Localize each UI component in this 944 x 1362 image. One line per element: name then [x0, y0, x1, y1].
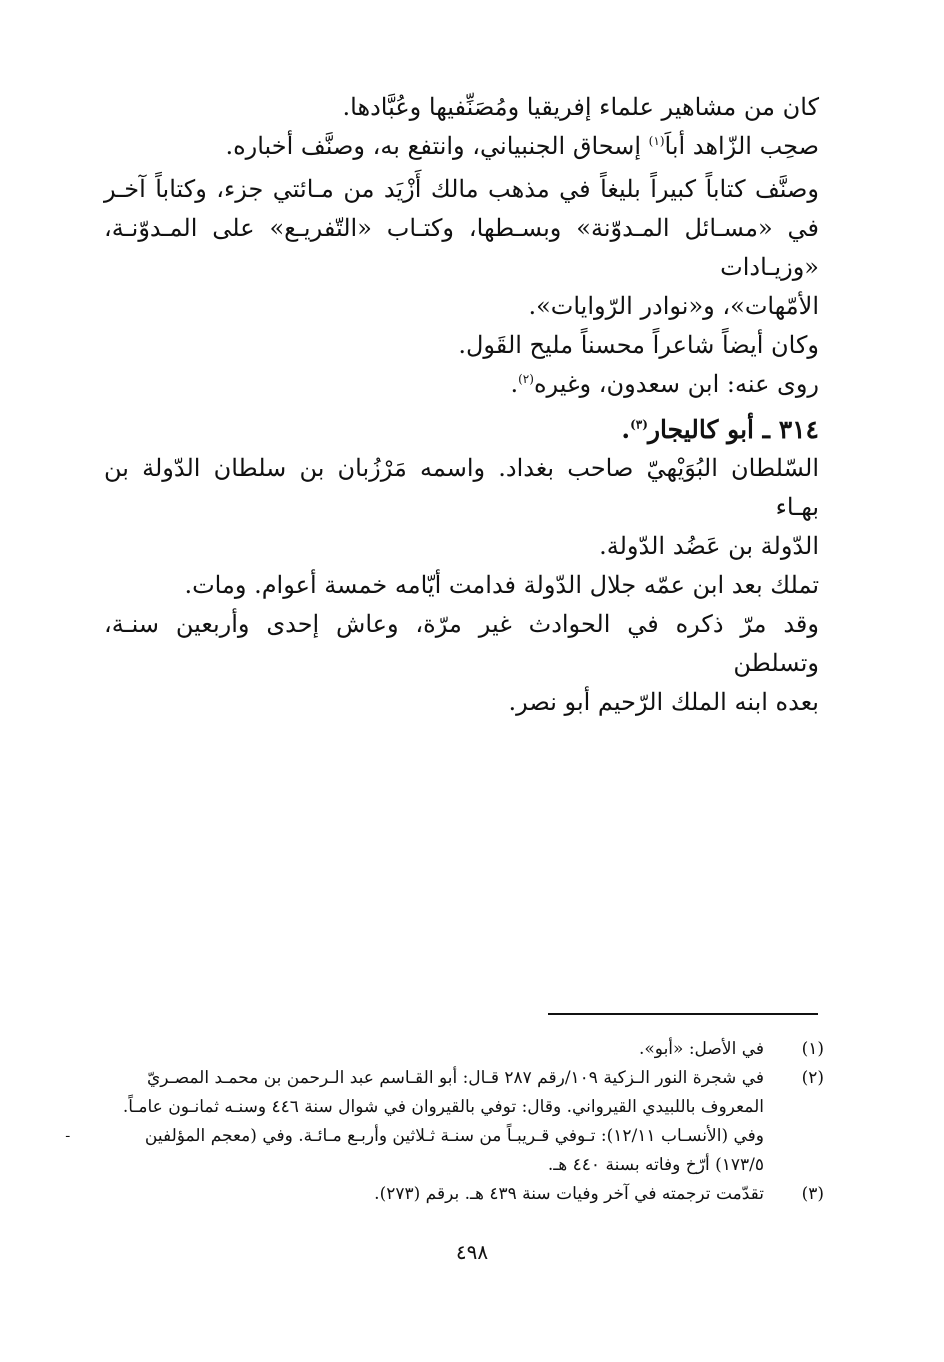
text-line: وقد مرّ ذكره في الحوادث غير مرّة، وعاش إحدى وأربعين سنـة، وتسلطن	[104, 610, 819, 677]
footnote-line: وفي (الأنسـاب ١٢/١١): تـوفي قـريبـاً من سنـة ثـلاثين وأربـع مـائـة. وفي (معجم المؤلفين	[144, 1126, 764, 1146]
footnote-line: في شجرة النور الـزكية ١٠٩/رقم ٢٨٧ قـال: أبو القـاسم عبد الـرحمن بن محمـد المصـريّ	[146, 1068, 764, 1088]
footnote-2	[104, 1064, 824, 1180]
text-line: السّلطان البُوَيْهيّ صاحب بغداد. واسمه مَرْزُبان بن سلطان الدّولة بن بهـاء	[104, 454, 819, 521]
text-line: الدّولة بن عَضُد الدّولة.	[599, 532, 819, 560]
footnote-line: تقدّمت ترجمته في آخر وفيات سنة ٤٣٩ هـ. برقم (٢٧٣).	[374, 1184, 764, 1204]
text-line: الأمّهات»، و«نوادر الرّوايات».	[528, 292, 819, 320]
text-span: .	[621, 415, 631, 444]
paragraph	[104, 365, 819, 404]
page-number: ٤٩٨	[455, 1240, 489, 1264]
footnote-number: (١)	[801, 1039, 824, 1059]
footnote-number: (٢)	[801, 1068, 824, 1088]
text-span: إسحاق الجنبياني، وانتفع به، وصنَّف أخباره.	[225, 132, 649, 160]
text-span: روى عنه: ابن سعدون، وغيره	[533, 370, 819, 398]
text-span: صحِب الزّاهد أباَ	[664, 132, 819, 160]
footnote-line: المعروف باللبيدي القيرواني. وقال: توفي بالقيروان في شوال سنة ٤٤٦ وسنـه ثمانـون عامـاً.	[122, 1097, 764, 1117]
footnote-1	[104, 1035, 824, 1064]
footnote-number: (٣)	[801, 1184, 824, 1204]
footnote-line: ١٧٣/٥) أرّخ وفاته بسنة ٤٤٠ هـ.	[547, 1155, 764, 1175]
footnote-3	[104, 1180, 824, 1209]
footnote-text	[104, 1180, 764, 1209]
text-span: .	[510, 370, 519, 398]
footnote-ref[interactable]: (٣)	[630, 417, 648, 432]
footnote-text	[104, 1035, 764, 1064]
entry-heading	[104, 410, 819, 449]
paragraph	[104, 449, 819, 566]
text-line: وصنَّف كتاباً كبيراً بليغاً في مذهب مالك أَزْيَد من مـائتي جزء، وكتاباً آخـر	[104, 175, 819, 203]
main-text	[104, 88, 819, 722]
footnote-line: في الأصل: «أبو».	[638, 1039, 764, 1059]
entry-title: ٣١٤ ـ أبو كاليجار	[647, 415, 819, 444]
text-line: بعده ابنه الملك الرّحيم أبو نصر.	[508, 688, 819, 716]
footnote-ref[interactable]: (٢)	[518, 372, 534, 386]
footnote-divider	[548, 1013, 818, 1015]
footnote-ref[interactable]: (١)	[648, 134, 665, 148]
margin-mark: ـ	[66, 1126, 70, 1140]
text-line: في «مسـائل المـدوّنة» وبسـطها، وكتـاب «التّفريـع» على المـدوّنـة، «وزيـادات	[104, 214, 819, 281]
paragraph: تملك بعد ابن عمّه جلال الدّولة فدامت أيّامه خمسة أعوام. ومات.	[184, 571, 819, 599]
footnotes	[104, 1035, 824, 1209]
paragraph	[104, 605, 819, 722]
footnote-text	[104, 1064, 764, 1180]
paragraph	[104, 170, 819, 326]
paragraph	[104, 127, 819, 166]
paragraph: وكان أيضاً شاعراً محسناً مليح القَول.	[458, 331, 819, 359]
paragraph: كان من مشاهير علماء إفريقيا ومُصَنِّفيها وعُبَّادها.	[342, 93, 819, 121]
